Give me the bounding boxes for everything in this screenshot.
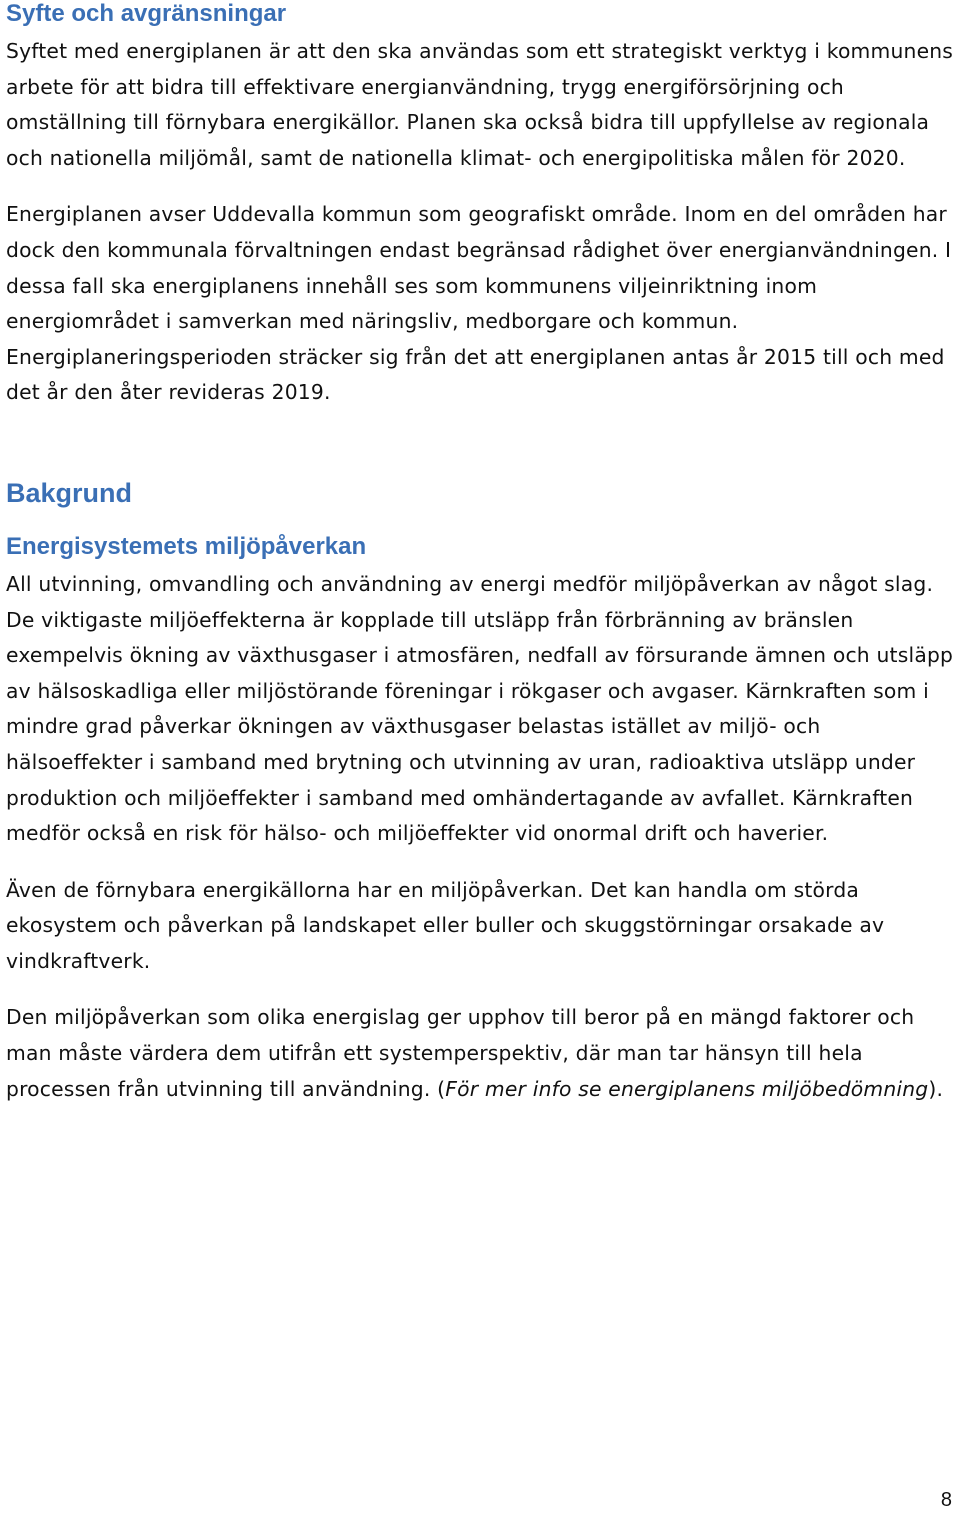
page-number: 8 [940,1489,952,1511]
paragraph-purpose-1: Syftet med energiplanen är att den ska användas som ett strategiskt verktyg i kommunens arbete för att bidra till effektivare energianvändning, trygg energiförsörjning och omställning till förnybara energikällor. Planen ska också bidra till uppfyllelse av regionala och nationella miljömål, samt de nationella klimat- och energipolitiska målen för 2020. [6,39,954,170]
paragraph-background-3-text: Den miljöpåverkan som olika energislag ger upphov till beror på en mängd faktorer och man måste värdera dem utifrån ett systemperspektiv, där man tar hänsyn till hela processen från utvinning till användning. ( [6,1005,915,1101]
paragraph-background-2: Även de förnybara energikällorna har en miljöpåverkan. Det kan handla om störda ekosystem och påverkan på landskapet eller buller och skuggstörningar orsakade av vindkraftverk. [6,877,885,973]
heading-background: Bakgrund [6,477,133,508]
paragraph-purpose-2: Energiplanen avser Uddevalla kommun som geografiskt område. Inom en del områden har dock den kommunala förvaltningen endast begränsad rådighet över energianvändningen. I dessa fall ska energiplanens innehåll ses som kommunens viljeinriktning inom energiområdet i samverkan med näringsliv, medborgare och kommun. Energiplaneringsperioden sträcker sig från det att energiplanen antas år 2015 till och med det år den åter revideras 2019. [6,202,952,405]
reference-link-text: För mer info se energiplanens miljöbedömning [445,1076,929,1101]
subheading-environmental-impact: Energisystemets miljöpåverkan [6,532,367,560]
paragraph-background-1: All utvinning, omvandling och användning av energi medför miljöpåverkan av något slag. De viktigaste miljöeffekterna är kopplade till utsläpp från förbränning av bränslen exempelvis ökning av växthusgaser i atmosfären, nedfall av försurande ämnen och utsläpp av hälsoskadliga eller miljöstörande föreningar i rökgaser och avgaser. Kärnkraften som i mindre grad påverkar ökningen av växthusgaser belastas istället av miljö- och hälsoeffekter i samband med brytning och utvinning av uran, radioaktiva utsläpp under produktion och miljöeffekter i samband med omhändertagande av avfallet. Kärnkraften medför också en risk för hälso- och miljöeffekter vid onormal drift och haverier. [6,571,954,846]
document-page [6,0,954,1107]
paragraph-background-3-end: ). [928,1076,944,1101]
heading-purpose: Syfte och avgränsningar [6,0,287,27]
paragraph-background-3 [6,1000,954,1107]
